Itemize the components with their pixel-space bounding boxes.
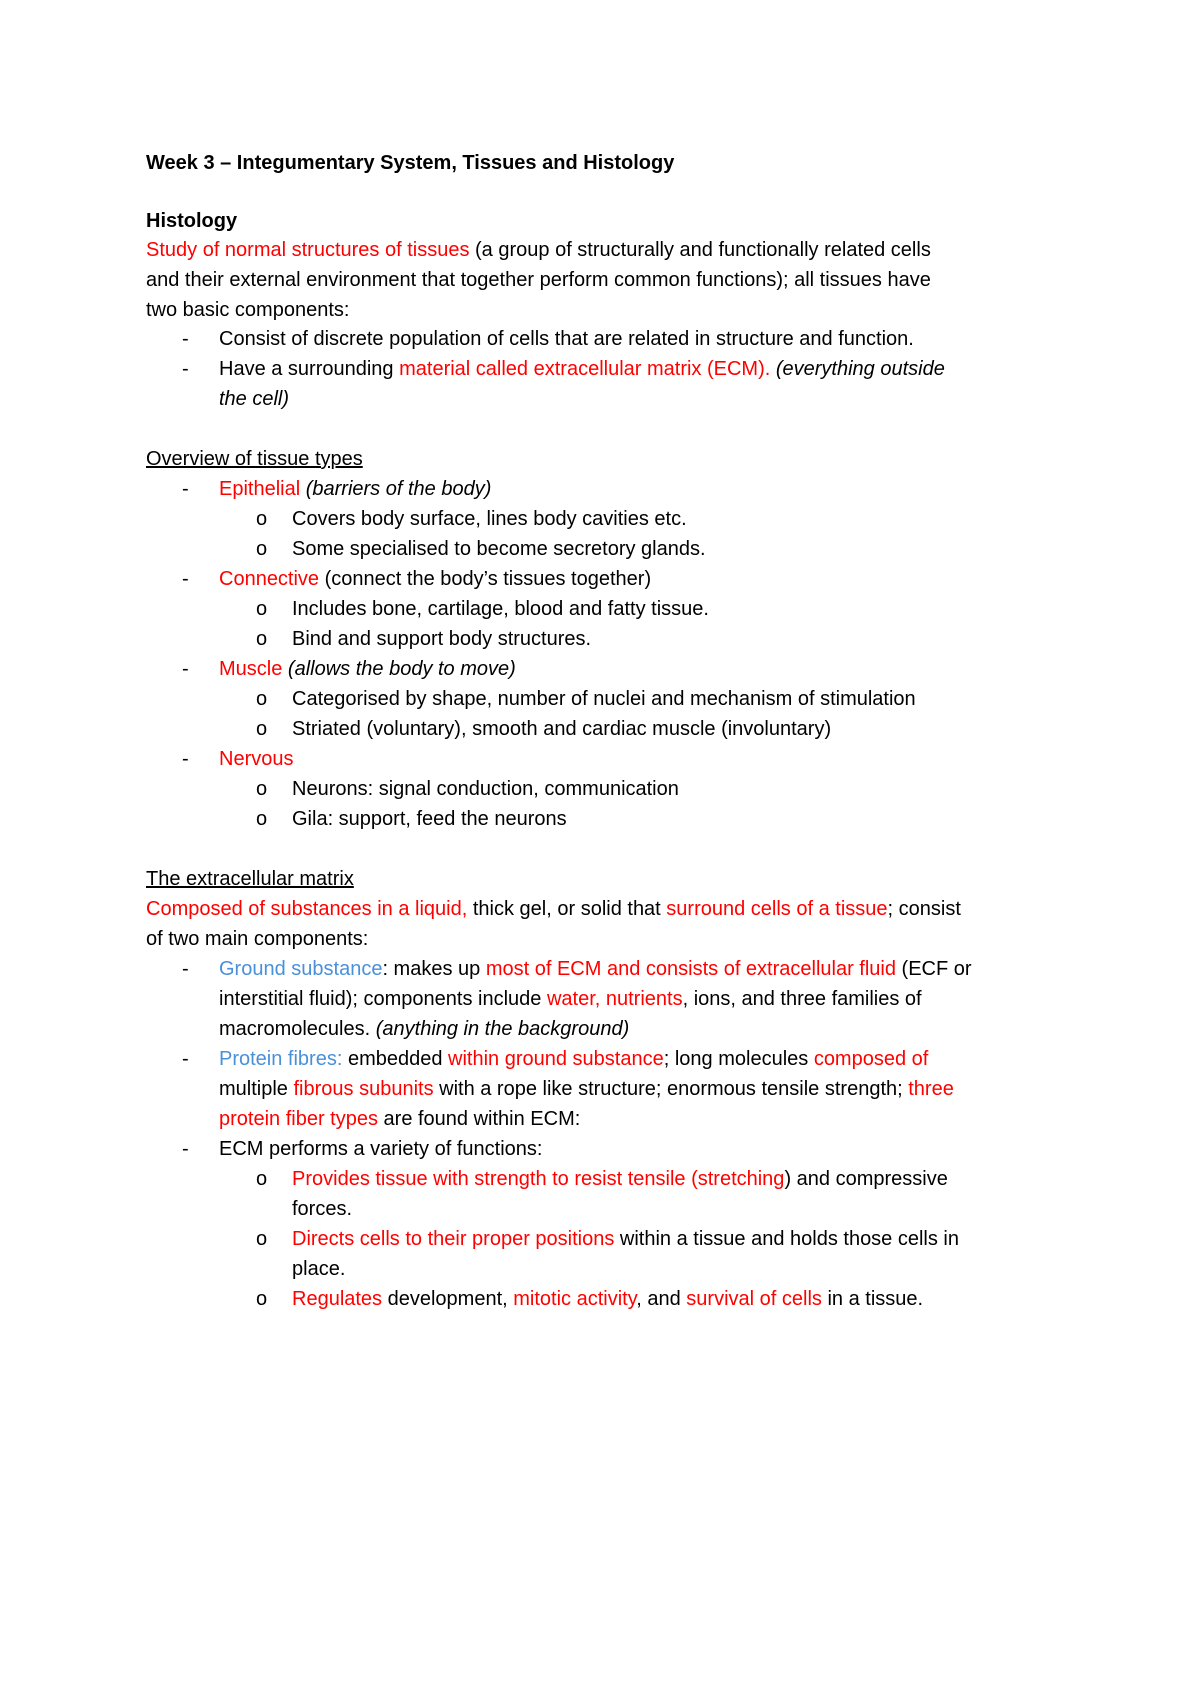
red-text: surround cells of a tissue — [666, 898, 888, 920]
text: ; consist — [887, 898, 961, 920]
tissue-type-muscle — [219, 656, 516, 682]
dash-bullet: - — [182, 958, 189, 980]
sub-bullet: Striated (voluntary), smooth and cardiac muscle (involuntary) — [292, 718, 832, 740]
circle-bullet: o — [256, 808, 268, 830]
text: (connect the body’s tissues together) — [319, 568, 652, 590]
red-text: Study of normal structures of tissues — [146, 239, 470, 261]
section-heading-ecm: The extracellular matrix — [146, 868, 354, 890]
ecm-function-1 — [292, 1166, 948, 1192]
ecm-function-1-cont: forces. — [292, 1198, 353, 1220]
ground-substance-line-3 — [219, 1016, 629, 1042]
protein-fibres-line-3 — [219, 1106, 580, 1132]
ecm-function-2 — [292, 1226, 959, 1252]
sub-bullet: Neurons: signal conduction, communication — [292, 778, 679, 800]
text: within a tissue and holds those cells in — [614, 1228, 959, 1250]
protein-fibres-line-2 — [219, 1076, 954, 1102]
tissue-type-epithelial — [219, 476, 491, 502]
sub-bullet: Gila: support, feed the neurons — [292, 808, 567, 830]
sub-bullet: Categorised by shape, number of nuclei and mechanism of stimulation — [292, 688, 916, 710]
text: Have a surrounding — [219, 358, 400, 380]
red-text: Directs cells to their proper positions — [292, 1228, 615, 1250]
blue-text: Protein fibres: — [219, 1048, 343, 1070]
text: , and — [636, 1288, 687, 1310]
red-text: composed of — [813, 1048, 929, 1070]
italic-text: (anything in the background) — [370, 1018, 630, 1040]
italic-text: (barriers of the body) — [300, 478, 492, 500]
circle-bullet: o — [256, 1288, 268, 1310]
section-heading-overview: Overview of tissue types — [146, 448, 363, 470]
ground-substance-line-1 — [219, 956, 972, 982]
tissue-type-nervous: Nervous — [219, 748, 294, 770]
dash-bullet: - — [182, 1138, 189, 1160]
circle-bullet: o — [256, 628, 268, 650]
dash-bullet: - — [182, 328, 189, 350]
circle-bullet: o — [256, 508, 268, 530]
text: (ECF or — [896, 958, 972, 980]
histology-bullet-1: Consist of discrete population of cells that are related in structure and function. — [219, 328, 914, 350]
text: thick gel, or solid that — [467, 898, 667, 920]
red-text: protein fiber types — [219, 1108, 378, 1130]
histology-bullet-2-cont: the cell) — [219, 388, 290, 410]
italic-text: (allows the body to move) — [282, 658, 516, 680]
histology-intro-line-3: two basic components: — [146, 299, 350, 321]
text: embedded — [342, 1048, 449, 1070]
red-text: water, nutrients — [546, 988, 683, 1010]
dash-bullet: - — [182, 658, 189, 680]
circle-bullet: o — [256, 688, 268, 710]
tissue-type-connective — [219, 566, 651, 592]
italic-text: (everything outside — [770, 358, 945, 380]
sub-bullet: Covers body surface, lines body cavities etc. — [292, 508, 687, 530]
dash-bullet: - — [182, 748, 189, 770]
red-text: most of ECM and consists of extracellular fluid — [485, 958, 896, 980]
ecm-function-3 — [292, 1286, 923, 1312]
dash-bullet: - — [182, 1048, 189, 1070]
text: , ions, and three families of — [682, 988, 922, 1010]
dash-bullet: - — [182, 358, 189, 380]
red-text: survival of cells — [686, 1288, 822, 1310]
blue-text: Ground substance — [219, 958, 383, 980]
text: multiple — [219, 1078, 294, 1100]
circle-bullet: o — [256, 778, 268, 800]
text: ; long molecules — [663, 1048, 814, 1070]
ecm-functions-intro: ECM performs a variety of functions: — [219, 1138, 543, 1160]
red-text: fibrous subunits — [293, 1078, 434, 1100]
text: in a tissue. — [821, 1288, 924, 1310]
document-title: Week 3 – Integumentary System, Tissues and Histology — [146, 152, 675, 174]
red-text: material called extracellular matrix (ECM). — [399, 358, 771, 380]
red-text: Regulates — [292, 1288, 383, 1310]
text: (a group of structurally and functionally related cells — [469, 239, 931, 261]
text: : makes up — [382, 958, 486, 980]
text: interstitial fluid); components include — [219, 988, 547, 1010]
section-heading-histology: Histology — [146, 210, 238, 232]
circle-bullet: o — [256, 1228, 268, 1250]
histology-intro-line-2: and their external environment that together perform common functions); all tissues have — [146, 269, 931, 291]
ecm-intro-line-1 — [146, 896, 961, 922]
sub-bullet: Some specialised to become secretory glands. — [292, 538, 706, 560]
ecm-intro-line-2: of two main components: — [146, 928, 369, 950]
text: with a rope like structure; enormous tensile strength; — [433, 1078, 909, 1100]
dash-bullet: - — [182, 568, 189, 590]
red-text: Provides tissue with strength to resist tensile (stretching — [292, 1168, 785, 1190]
circle-bullet: o — [256, 598, 268, 620]
red-text: within ground substance — [448, 1048, 664, 1070]
red-text: three — [908, 1078, 954, 1100]
red-text: Connective — [219, 568, 320, 590]
sub-bullet: Bind and support body structures. — [292, 628, 592, 650]
red-text: Epithelial — [219, 478, 301, 500]
red-text: Composed of substances in a liquid, — [146, 898, 468, 920]
text: ) and compressive — [784, 1168, 948, 1190]
text: development, — [382, 1288, 514, 1310]
red-text: Muscle — [219, 658, 283, 680]
histology-intro-line-1 — [146, 237, 931, 263]
circle-bullet: o — [256, 1168, 268, 1190]
protein-fibres-line-1 — [219, 1046, 928, 1072]
ecm-function-2-cont: place. — [292, 1258, 346, 1280]
circle-bullet: o — [256, 538, 268, 560]
text: are found within ECM: — [377, 1108, 581, 1130]
ground-substance-line-2 — [219, 986, 922, 1012]
circle-bullet: o — [256, 718, 268, 740]
dash-bullet: - — [182, 478, 189, 500]
red-text: mitotic activity — [513, 1288, 637, 1310]
text: macromolecules. — [219, 1018, 371, 1040]
sub-bullet: Includes bone, cartilage, blood and fatty tissue. — [292, 598, 709, 620]
histology-bullet-2 — [219, 356, 945, 382]
